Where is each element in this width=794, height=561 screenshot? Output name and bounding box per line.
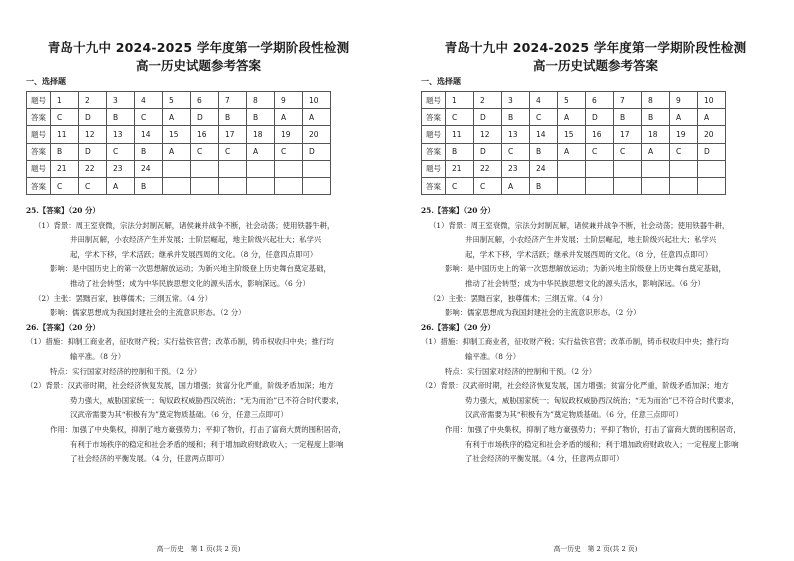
answer-table: [26, 91, 331, 195]
table-cell: C: [51, 109, 79, 126]
exam-title: 青岛十九中 2024-2025 学年度第一学期阶段性检测: [444, 40, 747, 55]
table-cell: 22: [79, 160, 107, 177]
answer-line: 影响：是中国历史上的第一次思想解放运动；为新兴地主阶级登上历史舞台奠定基础，: [50, 264, 331, 274]
row-header-cell: 题号: [27, 160, 51, 177]
table-cell: 23: [107, 160, 135, 177]
answer-line: 势力强大，威胁国家统一；匈奴政权威胁西汉统治；“无为而治”已不符合时代要求，: [70, 395, 344, 405]
table-cell: 2: [79, 92, 107, 109]
table-cell: 19: [275, 126, 303, 143]
table-cell: A: [107, 177, 135, 194]
table-cell: [247, 160, 275, 177]
table-cell: [558, 177, 586, 194]
table-cell: 21: [446, 160, 474, 177]
answer-line: 井田制瓦解，小农经济产生并发展；士阶层崛起，地主阶级兴起壮大；私学兴: [465, 235, 717, 245]
table-cell: A: [698, 109, 726, 126]
table-cell: 5: [163, 92, 191, 109]
table-cell: 22: [474, 160, 502, 177]
table-cell: [219, 177, 247, 194]
answer-line: 了社会经济的平衡发展。（4 分，任意两点即可）: [70, 454, 229, 464]
table-cell: 6: [191, 92, 219, 109]
table-cell: [219, 160, 247, 177]
table-cell: [698, 177, 726, 194]
table-cell: A: [558, 109, 586, 126]
table-cell: [586, 160, 614, 177]
table-cell: [642, 160, 670, 177]
row-header-cell: 答案: [422, 109, 446, 126]
answer-line: 有利于市场秩序的稳定和社会矛盾的缓和；利于增加政府财政收入；一定程度上影响: [465, 439, 739, 449]
table-cell: B: [107, 109, 135, 126]
table-cell: C: [51, 177, 79, 194]
table-cell: 15: [558, 126, 586, 143]
row-header-cell: 答案: [422, 143, 446, 160]
table-cell: 14: [530, 126, 558, 143]
table-cell: 10: [698, 92, 726, 109]
table-cell: 23: [502, 160, 530, 177]
table-cell: B: [219, 109, 247, 126]
table-cell: 24: [530, 160, 558, 177]
table-cell: A: [247, 143, 275, 160]
table-cell: 3: [107, 92, 135, 109]
table-cell: A: [670, 109, 698, 126]
table-cell: D: [79, 143, 107, 160]
section-heading: 一、选择题: [421, 77, 461, 86]
answer-line: 25.【答案】（20 分）: [26, 206, 100, 215]
answer-line: （2）背景：汉武帝时期，社会经济恢复发展，国力增强；贫富分化严重，阶级矛盾加深；地方: [26, 381, 334, 391]
table-cell: [163, 177, 191, 194]
table-cell: B: [135, 177, 163, 194]
table-cell: 1: [446, 92, 474, 109]
answer-line: 26.【答案】（20 分）: [421, 322, 495, 332]
table-cell: [642, 177, 670, 194]
table-cell: [586, 177, 614, 194]
section-heading: 一、选择题: [26, 77, 66, 86]
table-cell: C: [670, 143, 698, 160]
table-cell: D: [303, 143, 331, 160]
table-cell: 6: [586, 92, 614, 109]
table-row: [422, 109, 726, 126]
table-cell: 16: [191, 126, 219, 143]
table-cell: 5: [558, 92, 586, 109]
table-row: [422, 92, 726, 109]
table-cell: 8: [642, 92, 670, 109]
table-cell: 11: [446, 126, 474, 143]
answer-line: 影响：儒家思想成为我国封建社会的主流意识形态。（2 分）: [445, 308, 641, 318]
table-cell: 7: [219, 92, 247, 109]
answer-line: 作用：加强了中央集权，抑制了地方豪强势力；平抑了物价，打击了富商大贾的囤积居奇，: [445, 424, 741, 434]
table-row: [422, 143, 726, 160]
answer-line: 26.【答案】（20 分）: [26, 322, 100, 332]
table-cell: C: [446, 109, 474, 126]
table-cell: D: [191, 109, 219, 126]
row-header-cell: 题号: [27, 92, 51, 109]
table-cell: [275, 160, 303, 177]
table-cell: C: [135, 109, 163, 126]
page-footer: 高一历史 第 2 页(共 2 页): [553, 545, 638, 553]
answer-line: 特点：实行国家对经济的控制和干预。（2 分）: [50, 366, 202, 376]
table-cell: 24: [135, 160, 163, 177]
row-header-cell: 答案: [27, 143, 51, 160]
table-cell: B: [135, 143, 163, 160]
answer-line: 输平准。（8 分）: [70, 351, 126, 361]
row-header-cell: 答案: [422, 177, 446, 194]
table-cell: 2: [474, 92, 502, 109]
row-header-cell: 题号: [422, 126, 446, 143]
table-cell: 11: [51, 126, 79, 143]
answer-line: （2）主张：罢黜百家，独尊儒术；三纲五常。（4 分）: [429, 293, 608, 303]
table-cell: B: [642, 109, 670, 126]
table-cell: [191, 160, 219, 177]
table-cell: 15: [163, 126, 191, 143]
answer-line: 起，学术下移，学术活跃；继承并发展西周的文化。（8 分，任意四点即可）: [465, 249, 713, 259]
table-cell: 9: [275, 92, 303, 109]
table-cell: B: [502, 109, 530, 126]
table-cell: C: [191, 143, 219, 160]
answer-key-title: 高一历史试题参考答案: [135, 58, 261, 73]
table-cell: A: [303, 109, 331, 126]
table-cell: C: [530, 109, 558, 126]
table-cell: D: [474, 109, 502, 126]
answer-line: 作用：加强了中央集权，抑制了地方豪强势力；平抑了物价，打击了富商大贾的囤积居奇，: [50, 424, 346, 434]
table-cell: A: [558, 143, 586, 160]
answer-table: [421, 91, 726, 195]
table-cell: B: [614, 109, 642, 126]
table-cell: [698, 160, 726, 177]
table-cell: 17: [614, 126, 642, 143]
table-cell: D: [79, 109, 107, 126]
table-cell: [670, 160, 698, 177]
table-cell: B: [247, 109, 275, 126]
table-cell: C: [474, 177, 502, 194]
table-cell: 3: [502, 92, 530, 109]
answer-line: 井田制瓦解，小农经济产生并发展；士阶层崛起，地主阶级兴起壮大；私学兴: [70, 235, 322, 245]
table-cell: 20: [698, 126, 726, 143]
answer-key-title: 高一历史试题参考答案: [532, 58, 658, 73]
answer-body: [421, 204, 761, 467]
table-cell: A: [163, 143, 191, 160]
table-cell: [303, 160, 331, 177]
table-cell: B: [530, 143, 558, 160]
table-row: [27, 177, 331, 194]
answer-line: 推动了社会转型；成为中华民族思想文化的源头活水，影响深远。（6 分）: [70, 278, 310, 288]
table-cell: 13: [502, 126, 530, 143]
table-cell: 17: [219, 126, 247, 143]
table-cell: 9: [670, 92, 698, 109]
table-row: [27, 126, 331, 143]
answer-line: （1）背景：周王室衰微，宗法分封制瓦解，诸侯兼并战争不断，社会动荡；使用铁器牛耕，: [429, 220, 730, 230]
exam-title: 青岛十九中 2024-2025 学年度第一学期阶段性检测: [47, 40, 350, 55]
answer-line: 25.【答案】（20 分）: [421, 206, 495, 215]
table-row: [27, 160, 331, 177]
table-cell: 16: [586, 126, 614, 143]
table-cell: D: [474, 143, 502, 160]
page-2: [397, 0, 794, 561]
table-row: [27, 109, 331, 126]
table-cell: 1: [51, 92, 79, 109]
table-cell: B: [51, 143, 79, 160]
answer-line: 汉武帝需要为其“积极有为”奠定物质基础。（6 分，任意三点即可）: [70, 410, 288, 420]
answer-line: 势力强大，威胁国家统一；匈奴政权威胁西汉统治；“无为而治”已不符合时代要求，: [465, 395, 739, 405]
table-cell: C: [219, 143, 247, 160]
answer-line: 输平准。（8 分）: [465, 351, 521, 361]
answer-line: （1）背景：周王室衰微，宗法分封制瓦解，诸侯兼并战争不断，社会动荡；使用铁器牛耕，: [34, 220, 335, 230]
table-cell: 10: [303, 92, 331, 109]
table-cell: [670, 177, 698, 194]
table-cell: 18: [642, 126, 670, 143]
table-cell: [247, 177, 275, 194]
answer-line: 特点：实行国家对经济的控制和干预。（2 分）: [445, 366, 597, 376]
row-header-cell: 题号: [422, 92, 446, 109]
table-cell: C: [614, 143, 642, 160]
table-cell: 14: [135, 126, 163, 143]
table-cell: A: [502, 177, 530, 194]
answer-line: （1）措施：抑制工商业者，征收财产税；实行盐铁官营；改革币制，铸币权收归中央；推行均: [421, 337, 729, 347]
answer-body: [26, 204, 366, 467]
table-cell: 13: [107, 126, 135, 143]
answer-line: 起，学术下移，学术活跃；继承并发展西周的文化。（8 分，任意四点即可）: [70, 249, 318, 259]
table-cell: D: [586, 109, 614, 126]
table-cell: A: [275, 109, 303, 126]
table-cell: 19: [670, 126, 698, 143]
answer-line: 推动了社会转型；成为中华民族思想文化的源头活水，影响深远。（6 分）: [465, 278, 705, 288]
table-cell: C: [586, 143, 614, 160]
table-cell: A: [163, 109, 191, 126]
table-cell: 7: [614, 92, 642, 109]
table-cell: [558, 160, 586, 177]
table-cell: C: [275, 143, 303, 160]
table-cell: [614, 160, 642, 177]
table-row: [422, 160, 726, 177]
row-header-cell: 题号: [27, 126, 51, 143]
table-cell: 12: [474, 126, 502, 143]
table-row: [27, 143, 331, 160]
table-cell: [303, 177, 331, 194]
table-cell: C: [107, 143, 135, 160]
table-cell: 20: [303, 126, 331, 143]
table-cell: 4: [135, 92, 163, 109]
answer-line: （2）背景：汉武帝时期，社会经济恢复发展，国力增强；贫富分化严重，阶级矛盾加深；地方: [421, 381, 729, 391]
table-row: [27, 92, 331, 109]
table-cell: C: [502, 143, 530, 160]
answer-line: 影响：儒家思想成为我国封建社会的主流意识形态。（2 分）: [50, 308, 246, 318]
table-cell: [191, 177, 219, 194]
table-cell: A: [642, 143, 670, 160]
table-cell: 21: [51, 160, 79, 177]
table-cell: 8: [247, 92, 275, 109]
answer-line: （2）主张：罢黜百家，独尊儒术；三纲五常。（4 分）: [34, 293, 213, 303]
table-cell: C: [79, 177, 107, 194]
answer-line: 有利于市场秩序的稳定和社会矛盾的缓和；利于增加政府财政收入；一定程度上影响: [70, 439, 344, 449]
table-cell: 18: [247, 126, 275, 143]
row-header-cell: 答案: [27, 109, 51, 126]
row-header-cell: 答案: [27, 177, 51, 194]
row-header-cell: 题号: [422, 160, 446, 177]
answer-line: 影响：是中国历史上的第一次思想解放运动；为新兴地主阶级登上历史舞台奠定基础，: [445, 264, 726, 274]
table-cell: [275, 177, 303, 194]
page-footer: 高一历史 第 1 页(共 2 页): [156, 545, 241, 553]
table-cell: 4: [530, 92, 558, 109]
table-cell: C: [446, 177, 474, 194]
table-cell: D: [698, 143, 726, 160]
table-cell: 12: [79, 126, 107, 143]
answer-line: 了社会经济的平衡发展。（4 分，任意两点即可）: [465, 454, 624, 464]
table-cell: [614, 177, 642, 194]
table-row: [422, 126, 726, 143]
table-row: [422, 177, 726, 194]
answer-line: 汉武帝需要为其“积极有为”奠定物质基础。（6 分，任意三点即可）: [465, 410, 683, 420]
answer-line: （1）措施：抑制工商业者，征收财产税；实行盐铁官营；改革币制，铸币权收归中央；推行均: [26, 337, 334, 347]
table-cell: B: [530, 177, 558, 194]
table-cell: [163, 160, 191, 177]
table-cell: B: [446, 143, 474, 160]
